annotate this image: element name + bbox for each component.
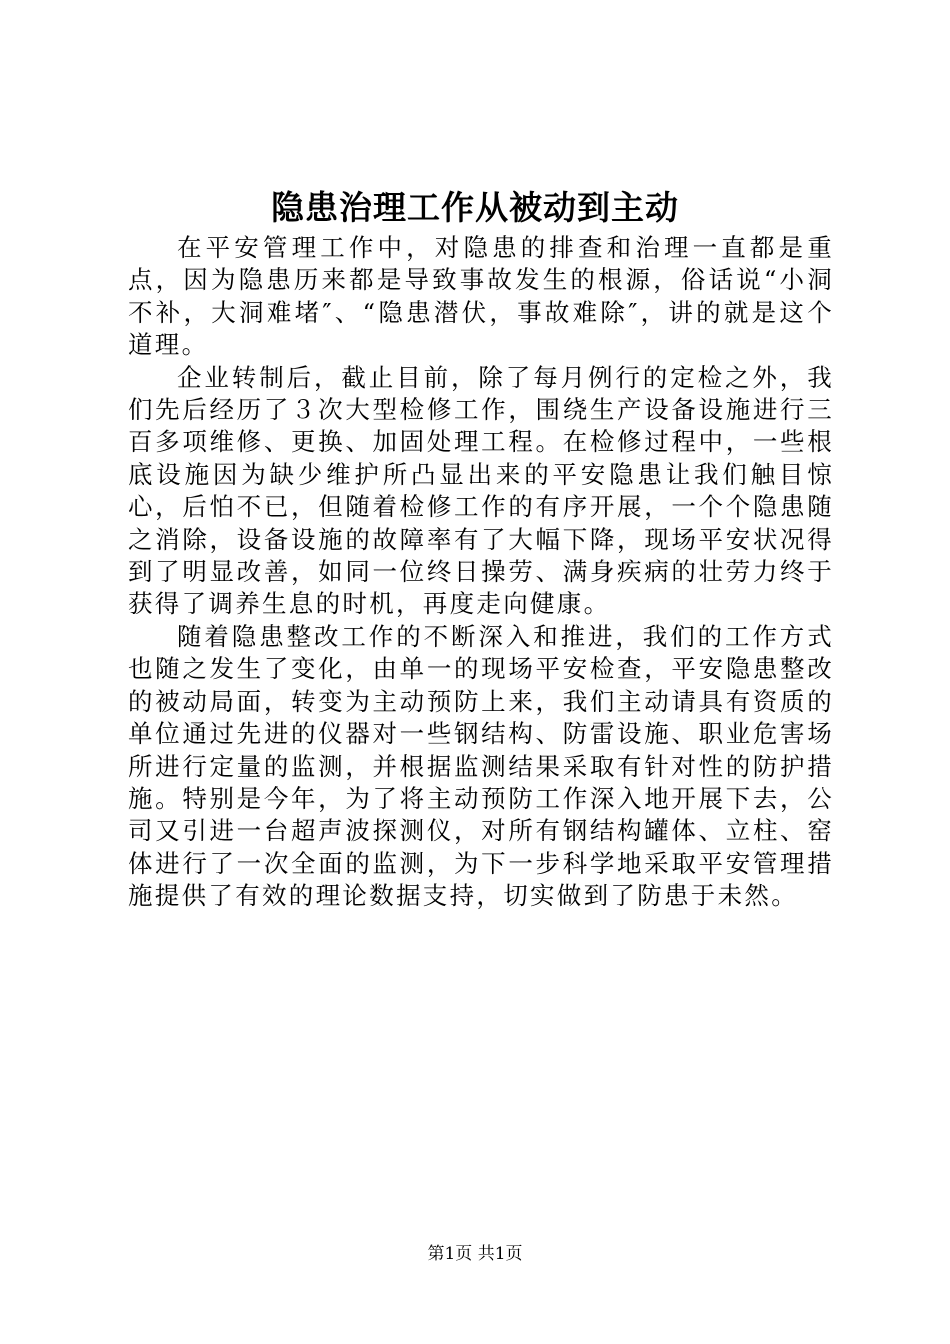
page-footer: 第1页 共1页 — [427, 1244, 523, 1264]
paragraph-3: 随着隐患整改工作的不断深入和推进，我们的工作方式也随之发生了变化，由单一的现场平安检查，平安隐患整改的被动局面，转变为主动预防上来，我们主动请具有资质的单位通过先进的仪器对一些钢结构、防雷设施、职业危害场所进行定量的监测，并根据监测结果采取有针对性的防护措施。特别是今年，为了将主动预防工作深入地开展下去，公司又引进一台超声波探测仪，对所有钢结构罐体、立柱、窑体进行了一次全面的监测，为下一步科学地采取平安管理措施提供了有效的理论数据支持，切实做到了防患于未然。 — [128, 621, 834, 911]
paragraph-2: 企业转制后，截止目前，除了每月例行的定检之外，我们先后经历了３次大型检修工作，围绕生产设备设施进行三百多项维修、更换、加固处理工程。在检修过程中，一些根底设施因为缺少维护所凸显出来的平安隐患让我们触目惊心，后怕不已，但随着检修工作的有序开展，一个个隐患随之消除，设备设施的故障率有了大幅下降，现场平安状况得到了明显改善，如同一位终日操劳、满身疾病的壮劳力终于获得了调养生息的时机，再度走向健康。 — [128, 362, 834, 619]
paragraph-1: 在平安管理工作中，对隐患的排查和治理一直都是重点，因为隐患历来都是导致事故发生的根源，俗话说“小洞不补，大洞难堵″、“隐患潜伏，事故难除″，讲的就是这个道理。 — [128, 233, 834, 360]
document-body — [128, 232, 834, 913]
document-title: 隐患治理工作从被动到主动 — [271, 188, 679, 227]
